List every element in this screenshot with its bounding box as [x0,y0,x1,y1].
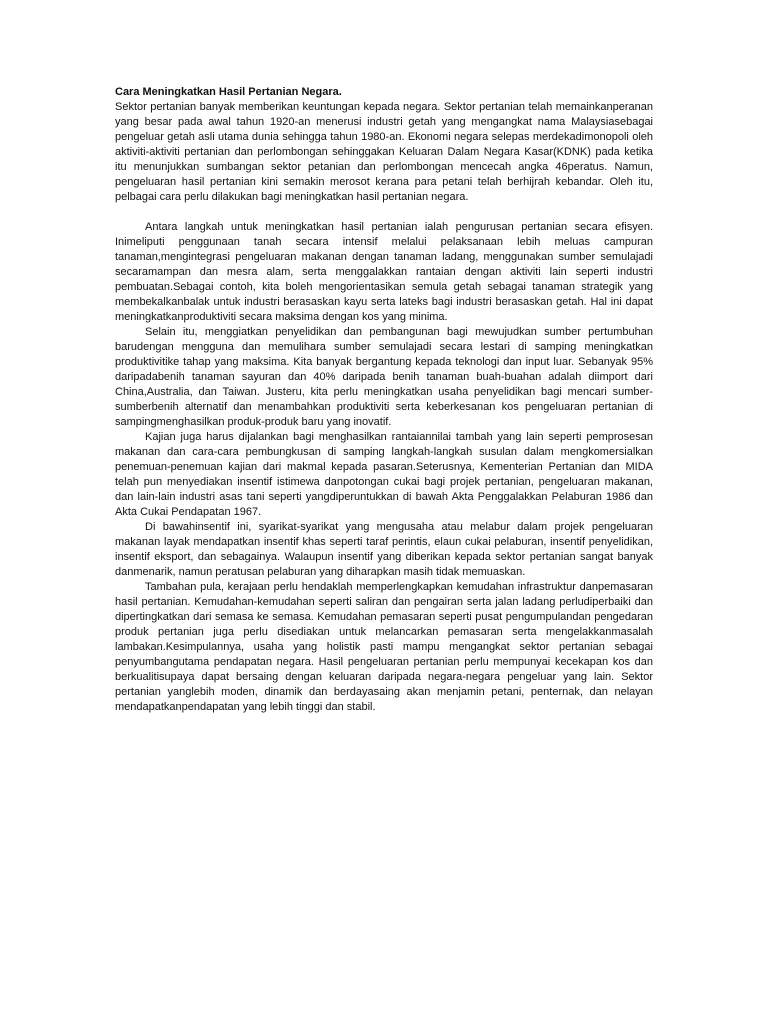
paragraph-efficient-management: Antara langkah untuk meningkatkan hasil pertanian ialah pengurusan pertanian secara efisyen. Inimeliputi penggunaan tanah secara intensif melalui pelaksanaan lebih meluas campuran tanaman,mengintegrasi pengeluaran makanan dengan tanaman ladang, menggunakan sumber semulajadi secaramampan dan mesra alam, serta menggalakkan rantaian dengan aktiviti lain seperti industri pembuatan.Sebagai contoh, kita boleh mengorientasikan semula getah sebagai tanaman strategik yang membekalkanbalak untuk industri berasaskan kayu serta lateks bagi industri berasaskan getah. Hal ini dapat meningkatkanproduktiviti secara maksima dengan kos yang minima. [115,221,653,323]
paragraph-value-chain: Kajian juga harus dijalankan bagi menghasilkan rantaiannilai tambah yang lain seperti pemprosesan makanan dan cara-cara pembungkusan di samping langkah-langkah susulan dalam mengkomersialkan penemuan-penemuan kajian dari makmal kepada pasaran.Seterusnya, Kementerian Pertanian dan MIDA telah pun menyediakan insentif istimewa danpotongan cukai bagi projek pertanian, pengeluaran makanan, dan lain-lain industri asas tani seperti yangdiperuntukkan di bawah Akta Penggalakkan Pelaburan 1986 dan Akta Cukai Pendapatan 1967. [115,431,653,518]
paragraph-incentives: Di bawahinsentif ini, syarikat-syarikat yang mengusaha atau melabur dalam projek pengeluaran makanan layak mendapatkan insentif khas seperti taraf perintis, elaun cukai pelaburan, insentif penyelidikan, insentif eksport, dan sebagainya. Walaupun insentif yang diberikan kepada sektor pertanian sangat banyak danmenarik, namun peratusan pelaburan yang diharapkan masih tidak memuaskan. [115,521,653,578]
paragraph-research-development: Selain itu, menggiatkan penyelidikan dan pembangunan bagi mewujudkan sumber pertumbuhan barudengan mengguna dan memulihara sumber semulajadi secara lestari di samping meningkatkan produktivitike tahap yang maksima. Kita banyak bergantung kepada teknologi dan input luar. Sebanyak 95% daripadabenih tanaman sayuran dan 40% daripada benih tanaman buah-buahan adalah diimport dari China,Australia, dan Taiwan. Justeru, kita perlu meningkatkan usaha penyelidikan bagi mencari sumber-sumberbenih alternatif dan menambahkan produktiviti serta keberkesanan kos pengeluaran pertanian di sampingmenghasilkan produk-produk baru yang inovatif. [115,326,653,428]
document-page [115,85,653,715]
document-title: Cara Meningkatkan Hasil Pertanian Negara. [115,86,342,98]
paragraph-infrastructure-conclusion: Tambahan pula, kerajaan perlu hendaklah memperlengkapkan kemudahan infrastruktur danpemasaran hasil pertanian. Kemudahan-kemudahan seperti saliran dan pengairan serta jalan ladang perludiperbaiki dan dipertingkatkan dari semasa ke semasa. Kemudahan pemasaran seperti pusat pengumpulandan pengedaran produk pertanian juga perlu disediakan untuk melancarkan pemasaran serta mengelakkanmasalah lambakan.Kesimpulannya, usaha yang holistik pasti mampu mengangkat sektor pertanian sebagai penyumbangutama pendapatan negara. Hasil pengeluaran pertanian perlu mempunyai kecekapan kos dan berkualitisupaya dapat bersaing dengan keluaran daripada negara-negara pengeluar yang lain. Sektor pertanian yanglebih moden, dinamik dan berdayasaing akan menjamin petani, penternak, dan nelayan mendapatkanpendapatan yang lebih tinggi dan stabil. [115,581,653,713]
paragraph-gap [115,205,653,220]
paragraph-intro: Sektor pertanian banyak memberikan keuntungan kepada negara. Sektor pertanian telah memainkanperanan yang besar pada awal tahun 1920-an menerusi industri getah yang mengangkat nama Malaysiasebagai pengeluar getah asli utama dunia sehingga tahun 1980-an. Ekonomi negara selepas merdekadimonopoli oleh aktiviti-aktiviti pertanian dan perlombongan sehinggakan Keluaran Dalam Negara Kasar(KDNK) pada ketika itu menunjukkan sumbangan sektor petanian dan perlombongan mencecah angka 46peratus. Namun, pengeluaran hasil pertanian kini semakin merosot kerana para petani telah berhijrah kebandar. Oleh itu, pelbagai cara perlu dilakukan bagi meningkatkan hasil pertanian negara. [115,101,653,203]
